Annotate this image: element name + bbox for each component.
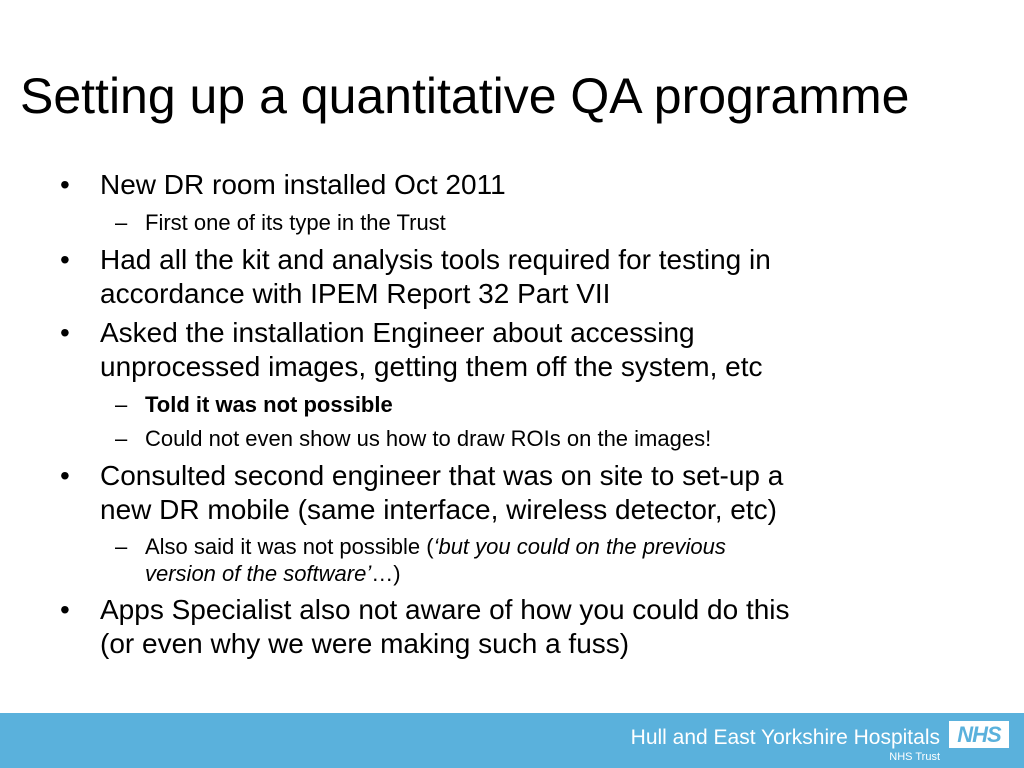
- bullet-item: [60, 168, 506, 202]
- sub-bullet-marker: –: [115, 426, 128, 451]
- nhs-logo: [949, 721, 1009, 748]
- sub-bullet-text-line: [145, 560, 726, 587]
- sub-bullet-quote: version of the software’: [145, 561, 372, 586]
- sub-bullet-item: [115, 209, 446, 236]
- sub-bullet-item: [115, 391, 393, 418]
- footer-band: [0, 713, 1024, 768]
- sub-bullet-text: Could not even show us how to draw ROIs on the images!: [145, 426, 712, 451]
- bullet-text-line: new DR mobile (same interface, wireless detector, etc): [100, 494, 777, 525]
- bullet-marker: •: [60, 594, 70, 625]
- bullet-item: [60, 593, 790, 661]
- sub-bullet-marker: –: [115, 210, 128, 235]
- sub-bullet-marker: –: [115, 392, 128, 417]
- footer-subtitle: NHS Trust: [889, 751, 940, 763]
- sub-bullet-quote: ‘but you could on the previous: [433, 534, 726, 559]
- slide-title: Setting up a quantitative QA programme: [20, 68, 910, 124]
- sub-bullet-text: Told it was not possible: [145, 392, 393, 417]
- bullet-text-line: unprocessed images, getting them off the system, etc: [100, 351, 763, 382]
- bullet-text: New DR room installed Oct 2011: [100, 169, 506, 200]
- bullet-item: [60, 316, 763, 384]
- nhs-logo-text: NHS: [957, 722, 1001, 747]
- bullet-item: [60, 243, 771, 311]
- sub-bullet-lead: Also said it was not possible (: [145, 534, 434, 559]
- bullet-text-line: (or even why we were making such a fuss): [100, 628, 630, 659]
- bullet-text-line: Asked the installation Engineer about accessing: [100, 317, 695, 348]
- bullet-text-line: Consulted second engineer that was on site to set-up a: [100, 460, 784, 491]
- sub-bullet-item: [115, 533, 726, 587]
- bullet-text-line: accordance with IPEM Report 32 Part VII: [100, 278, 611, 309]
- sub-bullet-marker: –: [115, 534, 128, 559]
- bullet-text-line: Had all the kit and analysis tools required for testing in: [100, 244, 771, 275]
- bullet-text-line: Apps Specialist also not aware of how you could do this: [100, 594, 790, 625]
- bullet-item: [60, 459, 784, 527]
- sub-bullet-text: First one of its type in the Trust: [145, 210, 446, 235]
- sub-bullet-text-line: [145, 533, 726, 560]
- bullet-marker: •: [60, 317, 70, 348]
- bullet-marker: •: [60, 460, 70, 491]
- bullet-marker: •: [60, 169, 70, 200]
- footer-organisation: Hull and East Yorkshire Hospitals: [630, 726, 940, 749]
- sub-bullet-item: [115, 425, 712, 452]
- sub-bullet-tail: …): [371, 561, 401, 586]
- bullet-marker: •: [60, 244, 70, 275]
